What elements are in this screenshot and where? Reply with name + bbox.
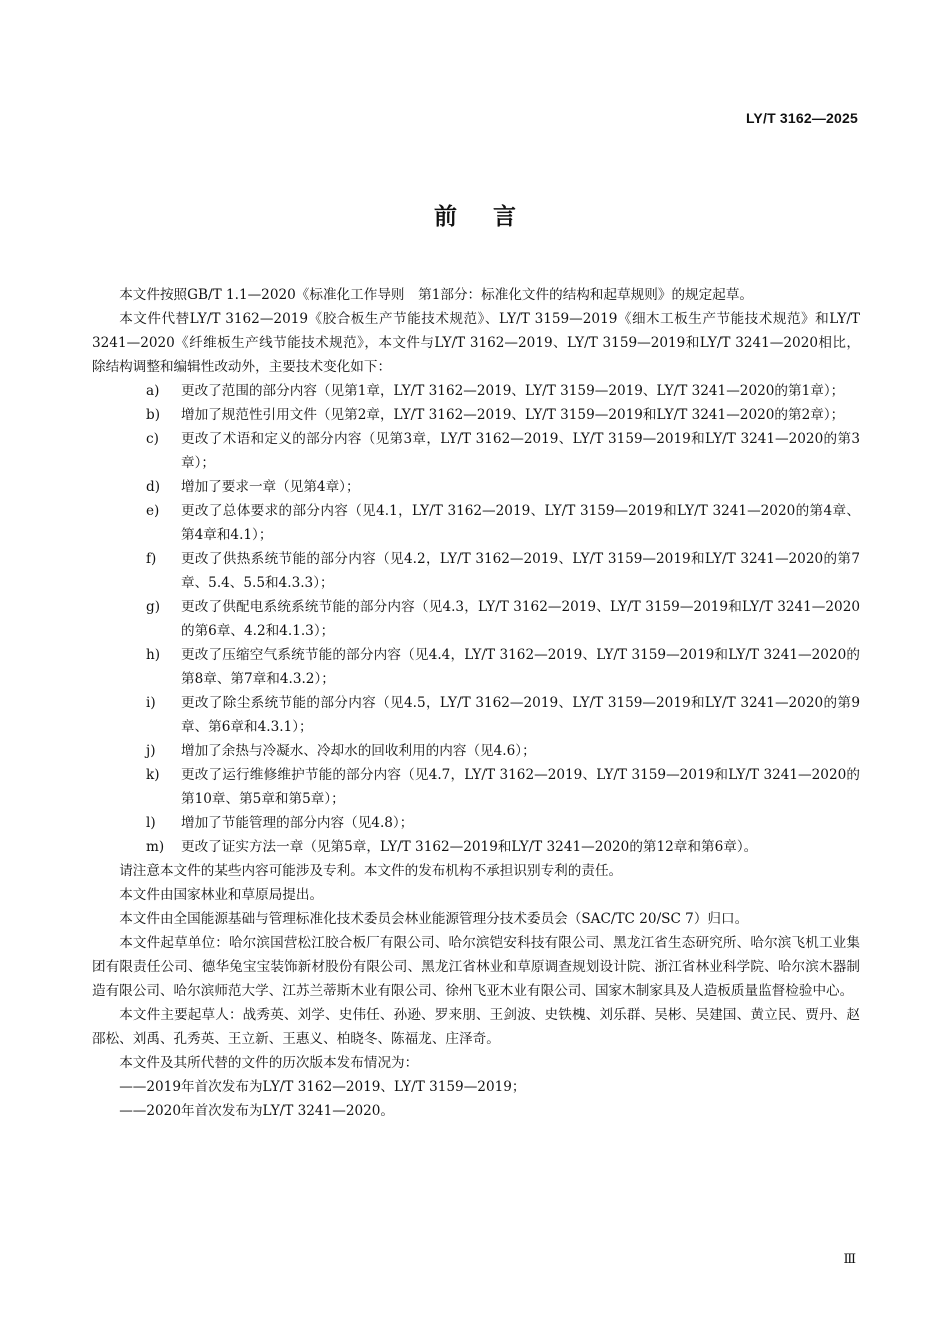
list-text: 更改了供热系统节能的部分内容（见4.2，LY/T 3162—2019、LY/T 3159—2019和LY/T 3241—2020的第7章、5.4、5.5和4.3.3）； — [181, 551, 860, 591]
list-text: 更改了除尘系统节能的部分内容（见4.5，LY/T 3162—2019、LY/T 3159—2019和LY/T 3241—2020的第9章、第6章和4.3.1）； — [181, 695, 860, 735]
list-item — [92, 379, 860, 403]
history-item: ——2019年首次发布为LY/T 3162—2019、LY/T 3159—2019； — [119, 1079, 526, 1095]
list-text: 增加了规范性引用文件（见第2章，LY/T 3162—2019、LY/T 3159—2019和LY/T 3241—2020的第2章）； — [181, 407, 845, 423]
list-label: k) — [146, 767, 160, 783]
list-text: 更改了证实方法一章（见第5章，LY/T 3162—2019和LY/T 3241—2020的第12章和第6章）。 — [181, 839, 758, 855]
list-item — [92, 811, 860, 835]
list-text: 更改了压缩空气系统节能的部分内容（见4.4，LY/T 3162—2019、LY/T 3159—2019和LY/T 3241—2020的第8章、第7章和4.3.2）； — [181, 647, 860, 687]
paragraph: 本文件代替LY/T 3162—2019《胶合板生产节能技术规范》、LY/T 3159—2019《细木工板生产节能技术规范》和LY/T 3241—2020《纤维板生产线节能技术规范》，本文件与LY/T 3162—2019、LY/T 3159—2019和LY/T 3241—2020相比，除结构调整和编辑性改动外，主要技术变化如下： — [92, 311, 860, 375]
list-item — [92, 499, 860, 547]
drafting-organizations: 本文件起草单位：哈尔滨国营松江胶合板厂有限公司、哈尔滨铠安科技有限公司、黑龙江省生态研究所、哈尔滨飞机工业集团有限责任公司、德华兔宝宝装饰新材股份有限公司、黑龙江省林业和草原调查规划设计院、浙江省林业科学院、哈尔滨木器制造有限公司、哈尔滨师范大学、江苏兰蒂斯木业有限公司、徐州飞亚木业有限公司、国家木制家具及人造板质量监督检验中心。 — [92, 935, 860, 999]
list-label: b) — [146, 407, 161, 423]
patent-notice: 请注意本文件的某些内容可能涉及专利。本文件的发布机构不承担识别专利的责任。 — [119, 863, 623, 879]
list-text: 更改了运行维修维护节能的部分内容（见4.7，LY/T 3162—2019、LY/T 3159—2019和LY/T 3241—2020的第10章、第5章和第5章）； — [181, 767, 860, 807]
list-label: f) — [146, 551, 157, 567]
history-item: ——2020年首次发布为LY/T 3241—2020。 — [119, 1103, 395, 1119]
list-label: i) — [146, 695, 156, 711]
list-text: 更改了总体要求的部分内容（见4.1，LY/T 3162—2019、LY/T 3159—2019和LY/T 3241—2020的第4章、第4章和4.1）； — [181, 503, 860, 543]
list-label: c) — [146, 431, 159, 447]
list-text: 增加了节能管理的部分内容（见4.8）； — [181, 815, 414, 831]
list-text: 更改了范围的部分内容（见第1章，LY/T 3162—2019、LY/T 3159—2019、LY/T 3241—2020的第1章）； — [181, 383, 845, 399]
list-text: 增加了余热与冷凝水、冷却水的回收利用的内容（见4.6）； — [181, 743, 536, 759]
list-label: g) — [146, 599, 161, 615]
page-title: 前言 — [434, 204, 552, 230]
changes-list — [92, 379, 860, 859]
list-item — [92, 403, 860, 427]
list-item — [92, 763, 860, 811]
list-item — [92, 835, 860, 859]
list-label: e) — [146, 503, 160, 519]
paragraph: 本文件按照GB/T 1.1—2020《标准化工作导则 第1部分：标准化文件的结构和起草规则》的规定起草。 — [119, 287, 754, 303]
list-label: d) — [146, 479, 161, 495]
list-text: 更改了术语和定义的部分内容（见第3章，LY/T 3162—2019、LY/T 3159—2019和LY/T 3241—2020的第3章）； — [181, 431, 860, 471]
foreword-body — [92, 283, 860, 1123]
list-text: 增加了要求一章（见第4章）； — [181, 479, 360, 495]
list-item — [92, 547, 860, 595]
list-label: l) — [146, 815, 156, 831]
standard-number: LY/T 3162—2025 — [745, 110, 858, 126]
list-item — [92, 739, 860, 763]
list-item — [92, 691, 860, 739]
list-item — [92, 595, 860, 643]
history-intro: 本文件及其所代替的文件的历次版本发布情况为： — [119, 1055, 419, 1071]
main-drafters: 本文件主要起草人：战秀英、刘学、史伟任、孙逊、罗来朋、王剑波、史铁槐、刘乐群、吴彬、吴建国、黄立民、贾丹、赵邵松、刘禹、孔秀英、王立新、王惠义、柏晓冬、陈福龙、庄泽奇。 — [92, 1007, 860, 1047]
list-item — [92, 643, 860, 691]
list-item — [92, 427, 860, 475]
list-label: j) — [146, 743, 156, 759]
page-number: Ⅲ — [843, 1252, 856, 1267]
list-item — [92, 475, 860, 499]
proposer: 本文件由国家林业和草原局提出。 — [119, 887, 324, 903]
technical-committee: 本文件由全国能源基础与管理标准化技术委员会林业能源管理分技术委员会（SAC/TC 20/SC 7）归口。 — [119, 911, 749, 927]
list-label: m) — [146, 839, 165, 855]
list-label: h) — [146, 647, 161, 663]
list-text: 更改了供配电系统系统节能的部分内容（见4.3，LY/T 3162—2019、LY/T 3159—2019和LY/T 3241—2020的第6章、4.2和4.1.3）； — [181, 599, 861, 639]
list-label: a) — [146, 383, 160, 399]
